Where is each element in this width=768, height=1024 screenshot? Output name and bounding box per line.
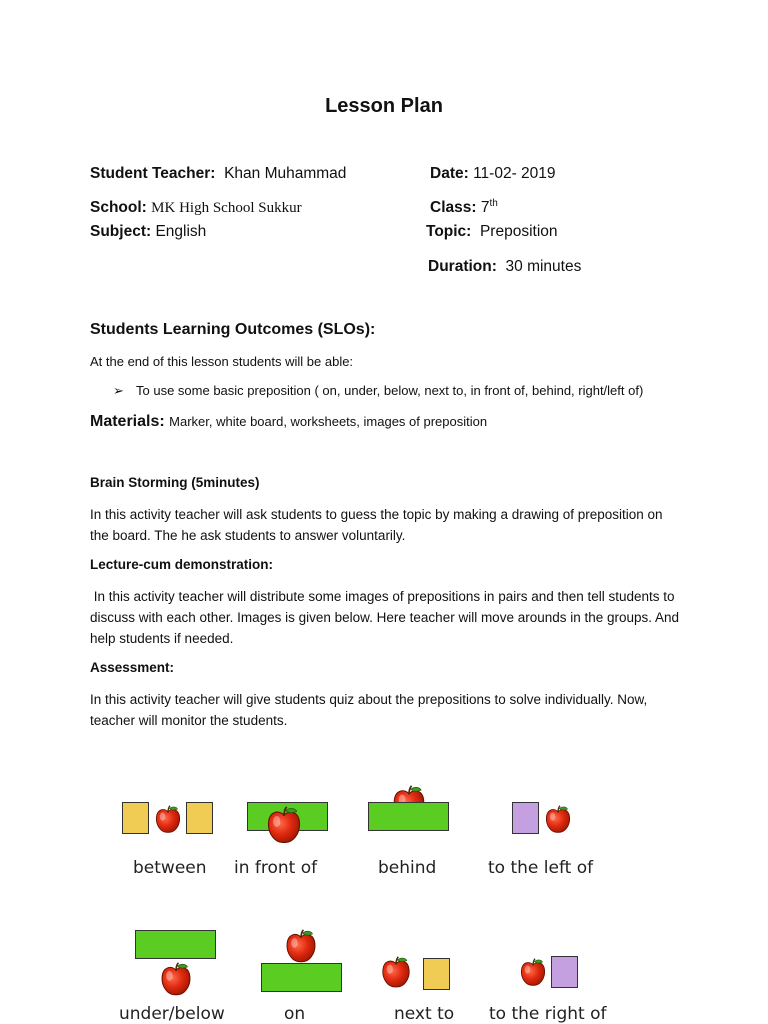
- topic-field: [426, 223, 558, 241]
- class-field: [430, 199, 498, 217]
- slos-bullet-text: To use some basic preposition ( on, under, below, next to, in front of, behind, right/left of): [136, 383, 644, 398]
- green-bar: [261, 963, 342, 992]
- apple-icon: [283, 929, 319, 965]
- slos-intro: At the end of this lesson students will be able:: [90, 354, 354, 369]
- school-label: School:: [90, 199, 147, 216]
- student-teacher-value: Khan Muhammad: [224, 165, 347, 182]
- slos-heading: Students Learning Outcomes (SLOs):: [90, 321, 376, 338]
- materials-label: Materials:: [90, 413, 165, 430]
- class-label: Class:: [430, 199, 477, 216]
- label-to-the-right-of: to the right of: [489, 1004, 607, 1024]
- class-value: 7: [480, 199, 490, 216]
- green-bar: [368, 802, 449, 831]
- slos-bullet-icon: ➢: [113, 383, 124, 398]
- apple-icon: [153, 805, 183, 835]
- apple-icon: [379, 956, 413, 990]
- lecture-heading: Lecture-cum demonstration:: [90, 557, 274, 572]
- topic-value: Preposition: [479, 223, 558, 240]
- student-teacher-field: [90, 165, 346, 183]
- apple-icon: [518, 958, 548, 988]
- subject-label: Subject:: [90, 223, 152, 240]
- date-field: [430, 165, 556, 183]
- label-on: on: [284, 1004, 306, 1024]
- lecture-text: In this activity teacher will distribute some images of prepositions in pairs and then tell students to discuss with each other. Images is given below. Here teacher will move arounds in the groups. And help students if needed.: [90, 589, 683, 646]
- label-behind: behind: [378, 858, 437, 878]
- school-field: [90, 199, 302, 217]
- duration-value: 30 minutes: [505, 258, 582, 275]
- yellow-box-left: [122, 802, 149, 834]
- purple-box: [551, 956, 578, 988]
- label-between: between: [133, 858, 207, 878]
- subject-value: English: [155, 223, 207, 240]
- topic-label: Topic:: [426, 223, 472, 240]
- materials-field: [90, 413, 487, 431]
- label-under-below: under/below: [119, 1004, 225, 1024]
- assessment-text: In this activity teacher will give students quiz about the prepositions to solve individually. Now, teacher will monitor the students.: [90, 692, 648, 728]
- student-teacher-label: Student Teacher:: [90, 165, 216, 182]
- yellow-box-right: [186, 802, 213, 834]
- green-bar: [135, 930, 216, 959]
- duration-label: Duration:: [428, 258, 497, 275]
- school-value: MK High School Sukkur: [151, 200, 302, 216]
- subject-field: [90, 223, 206, 241]
- brainstorm-heading: Brain Storming (5minutes): [90, 475, 260, 490]
- apple-icon: [158, 962, 194, 998]
- label-in-front-of: in front of: [234, 858, 318, 878]
- materials-value: Marker, white board, worksheets, images of preposition: [169, 414, 488, 429]
- date-label: Date:: [430, 165, 469, 182]
- apple-icon: [264, 806, 304, 846]
- page-title: Lesson Plan: [325, 95, 443, 117]
- class-superscript: th: [489, 197, 498, 209]
- brainstorm-text: In this activity teacher will ask students to guess the topic by making a drawing of preposition on the board. The he ask students to answer voluntarily.: [90, 507, 663, 543]
- apple-icon: [543, 805, 573, 835]
- label-next-to: next to: [394, 1004, 455, 1024]
- duration-field: [428, 258, 581, 276]
- date-value: 11-02- 2019: [473, 165, 556, 182]
- purple-box: [512, 802, 539, 834]
- yellow-box: [423, 958, 450, 990]
- assessment-heading: Assessment:: [90, 660, 175, 675]
- label-to-the-left-of: to the left of: [488, 858, 594, 878]
